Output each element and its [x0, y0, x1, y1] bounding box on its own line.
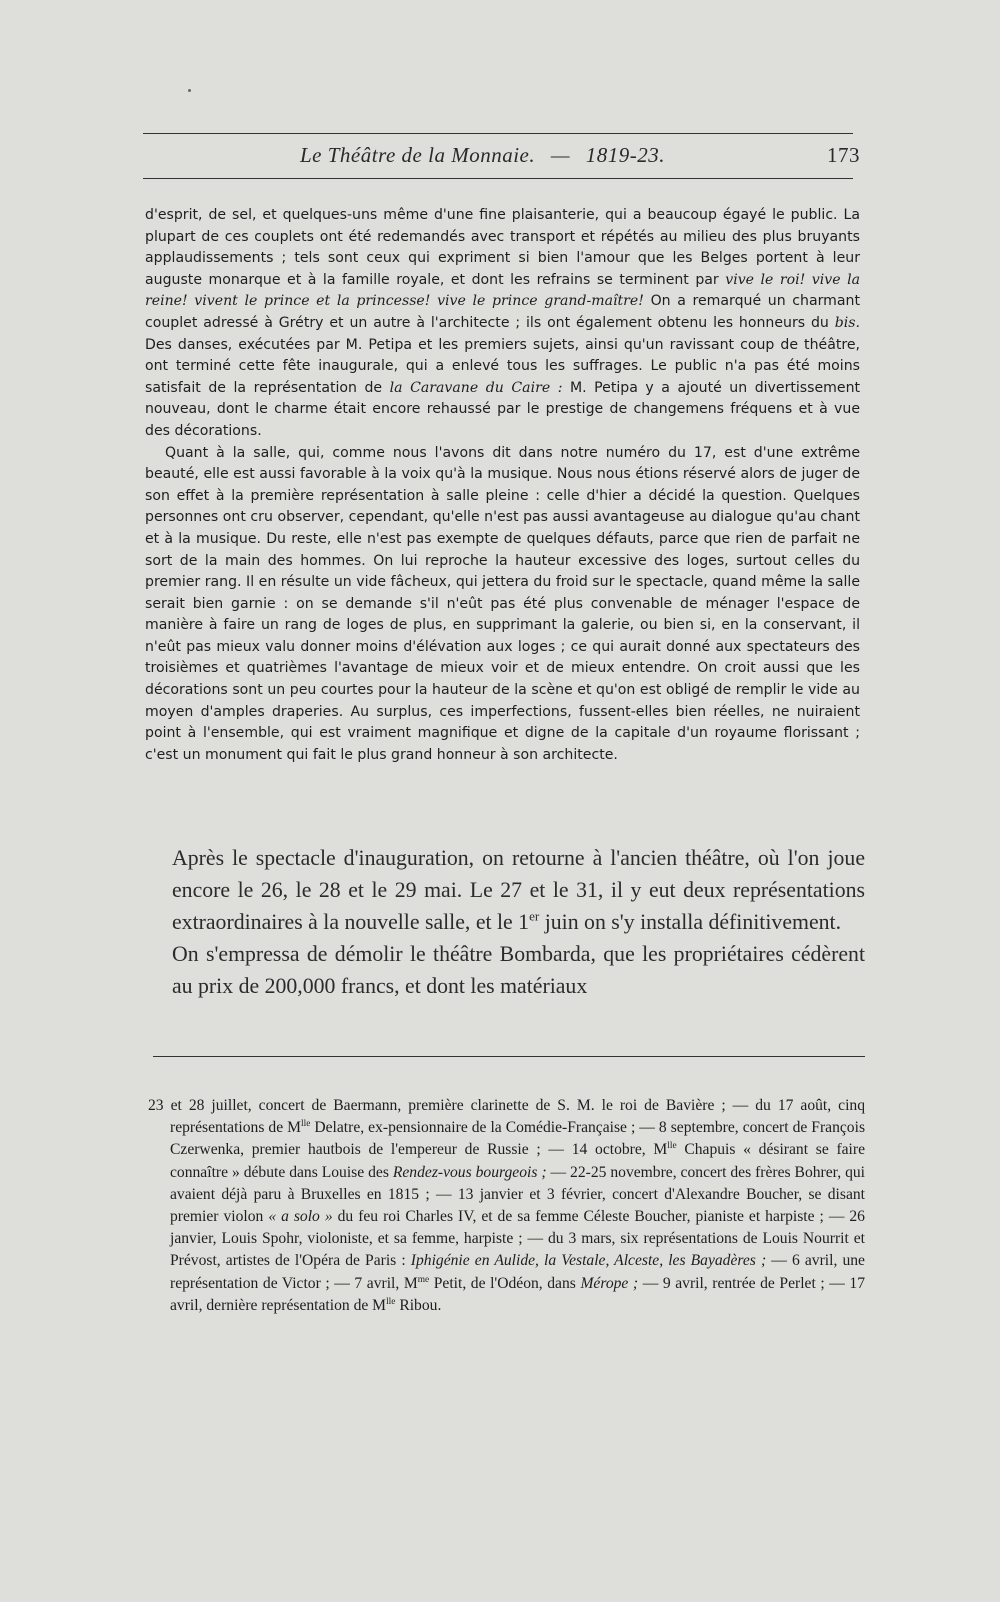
footnote-text: Ribou. [399, 1296, 442, 1314]
main-text [172, 842, 865, 1002]
footnote-text: — 6 avril, une représentation de Victor ; — 7 avril, M [170, 1252, 865, 1292]
quote-text: M. Petipa y a ajouté un divertissement nouveau, dont le charme était encore rehaussé par le prestige de changemens fréquens et à vue des décorations. [145, 379, 861, 439]
quote-text: On a remarqué un charmant couplet adressé à Grétry et un autre à l'architecte ; ils ont également obtenu les honneurs du [145, 293, 860, 331]
body-paragraph-1 [172, 842, 865, 938]
header-dash: — [550, 143, 571, 167]
superscript-er: er [529, 908, 540, 924]
quote-paragraph-1 [145, 205, 860, 443]
header-rule-top [143, 133, 853, 134]
quote-paragraph-2: Quant à la salle, qui, comme nous l'avons dit dans notre numéro du 17, est d'une extrême beauté, elle est aussi favorable à la voix qu'à la musique. Nous nous étions réservé alors de juger de son effet à la première représentation à salle pleine : celle d'hier a décidé la question. Quelques personnes ont cru observer, cependant, qu'elle n'est pas aussi avantageuse au dialogue qu'au chant et à la musique. Du reste, elle n'est pas exempte de quelques défauts, parce que rien de parfait ne sort de la main des hommes. On lui reproche la hauteur excessive des loges, surtout celles du premier rang. Il en résulte un vide fâcheux, qui jettera du froid sur le spectacle, quand même la salle serait bien garnie : on se demande s'il n'eût pas été plus convenable de ménager l'espace de manière à faire un rang de loges de plus, en supprimant la galerie, ou bien si, en la conservant, il n'eût pas mieux valu donner moins d'élévation aux loges ; ce qui aurait donné aux spectateurs des troisièmes et quatrièmes l'avantage de mieux voir et de mieux entendre. On croit aussi que les décorations sont un peu courtes pour la hauteur de la scène et qu'on est obligé de remplir le vide au moyen d'amples draperies. Au surplus, ces imperfections, fussent-elles bien réelles, ne nuiraient point à l'ensemble, qui est vraiment magnifique et digne de la capitale d'un royaume florissant ; c'est un monument qui fait le plus grand honneur à son architecte. [145, 444, 860, 763]
quoted-article [145, 205, 860, 766]
running-header [300, 143, 860, 168]
footnote-text: — 22-25 novembre, concert des frères Bohrer, qui avaient déjà paru à Bruxelles en 1815 ; — 13 janvier et 3 février, concert d'Alexandre Boucher, se disant premier violon [170, 1163, 865, 1226]
body-text: juin on s'y installa définitivement. [544, 910, 842, 934]
footnote-italic-operas: Iphigénie en Aulide, la Vestale, Alceste, les Bayadères ; [410, 1252, 767, 1270]
paper-speck [188, 89, 191, 92]
page-number: 173 [827, 143, 860, 167]
footnote-italic-phrase: « a solo » [268, 1208, 333, 1226]
footnote-italic-title: Mérope ; [580, 1274, 639, 1292]
header-rule-bottom [143, 178, 853, 179]
running-title: Le Théâtre de la Monnaie. [300, 143, 536, 167]
superscript-lle: lle [301, 1119, 311, 1130]
footnote-text: Petit, de l'Odéon, dans [433, 1274, 576, 1292]
superscript-lle: lle [386, 1296, 396, 1307]
superscript-me: me [417, 1274, 430, 1285]
footnote [148, 1095, 865, 1317]
footnote-rule [153, 1056, 865, 1057]
quote-italic-bis: bis. [834, 314, 860, 331]
running-years: 1819-23. [585, 143, 666, 167]
footnote-text: — 9 avril, rentrée de Perlet ; — 17 avril, dernière représentation de M [170, 1274, 866, 1314]
superscript-lle: lle [667, 1141, 677, 1152]
quote-text: Des danses, exécutées par M. Petipa et les premiers sujets, ainsi qu'un ravissant coup de théâtre, ont terminé cette fête inaugurale, qui a enlevé tous les suffrages. Le public n'a pas été moins satisfait de la représentation de [145, 336, 860, 396]
footnote-italic-title: Rendez-vous bourgeois ; [392, 1163, 547, 1181]
footnote-paragraph [148, 1095, 865, 1317]
quote-italic-title: la Caravane du Caire : [389, 379, 563, 396]
footnote-text: Chapuis « désirant se faire connaître » débute dans Louise des [170, 1141, 866, 1181]
footnote-text: du feu roi Charles IV, et de sa femme Céleste Boucher, pianiste et harpiste ; — 26 janvier, Louis Spohr, violoniste, et sa femme, harpiste ; — du 3 mars, six représentations de Louis Nourrit et Prévost, artistes de l'Opéra de Paris : [170, 1208, 865, 1270]
footnote-text: 23 et 28 juillet, concert de Baermann, première clarinette de S. M. le roi de Bavière ; — du 17 août, cinq représentations de M [148, 1097, 865, 1137]
footnote-text: Delatre, ex-pensionnaire de la Comédie-Française ; — 8 septembre, concert de François Czerwenka, premier hautbois de l'empereur de Russie ; — 14 octobre, M [170, 1119, 866, 1159]
body-text: Après le spectacle d'inauguration, on retourne à l'ancien théâtre, où l'on joue encore le 26, le 28 et le 29 mai. Le 27 et le 31, il y eut deux représentations extraordinaires à la nouvelle salle, et le 1 [172, 846, 865, 934]
quote-text: d'esprit, de sel, et quelques-uns même d'une fine plaisanterie, qui a beaucoup égayé le public. La plupart de ces couplets ont été redemandés avec transport et répétés au milieu des plus bruyants applaudissements ; tels sont ceux qui expriment si bien l'amour que les Belges portent à leur auguste monarque et à la famille royale, et dont les refrains se terminent par [145, 207, 860, 288]
quote-italic-acclamations: vive le roi! vive la reine! vivent le prince et la princesse! vive le prince grand-maître! [145, 271, 860, 310]
body-paragraph-2: On s'empressa de démolir le théâtre Bombarda, que les propriétaires cédèrent au prix de 200,000 francs, et dont les matériaux [172, 942, 865, 998]
